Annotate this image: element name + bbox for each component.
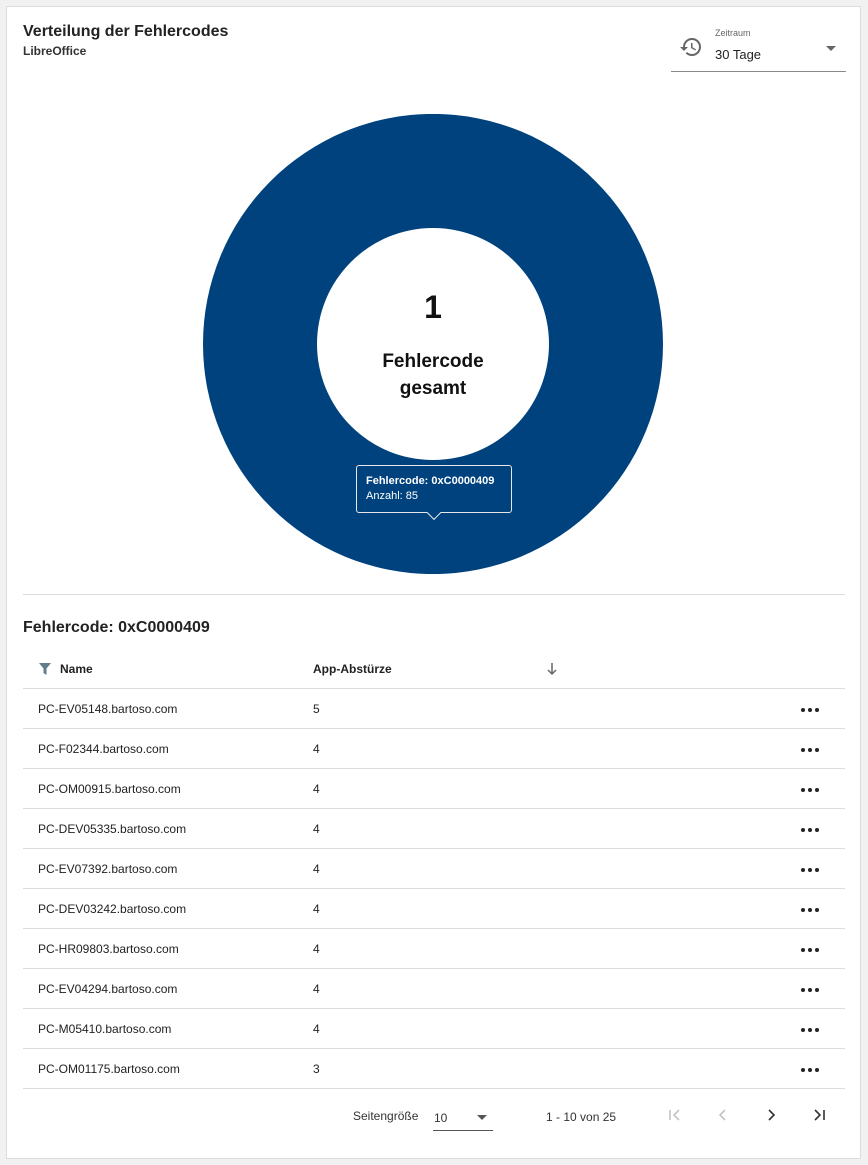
table-row[interactable] [23,809,845,849]
device-name: PC-DEV05335.bartoso.com [38,822,187,836]
period-label: Zeitraum [715,28,751,38]
more-options-icon[interactable] [797,899,823,919]
total-error-codes-label: Fehlercode gesamt [382,351,484,399]
card-title: Verteilung der Fehlercodes [23,23,229,40]
app-crash-count: 4 [313,782,320,796]
app-crash-count: 4 [313,942,320,956]
filter-icon[interactable] [38,662,52,676]
chevron-down-icon [477,1115,487,1120]
more-options-icon[interactable] [797,779,823,799]
app-crash-count: 4 [313,902,320,916]
next-page-icon[interactable] [762,1106,780,1124]
table-row[interactable] [23,1049,845,1089]
total-error-codes-value: 1 [424,289,442,325]
table-header [23,649,845,689]
chart-tooltip [356,465,512,513]
table-body [23,689,845,1089]
page-size-value: 10 [434,1111,448,1125]
detail-title: Fehlercode: 0xC0000409 [23,619,210,636]
page-size-label: Seitengröße [353,1109,419,1123]
table-row[interactable] [23,769,845,809]
more-options-icon[interactable] [797,739,823,759]
app-crash-count: 4 [313,982,320,996]
device-name: PC-HR09803.bartoso.com [38,942,179,956]
device-name: PC-M05410.bartoso.com [38,1022,172,1036]
tooltip-title: Fehlercode: 0xC0000409 [366,475,495,487]
column-header-app-crashes[interactable]: App-Abstürze [313,662,392,676]
more-options-icon[interactable] [797,819,823,839]
more-options-icon[interactable] [797,1059,823,1079]
more-options-icon[interactable] [797,939,823,959]
sort-descending-icon[interactable] [545,661,559,677]
more-options-icon[interactable] [797,979,823,999]
period-value: 30 Tage [715,47,762,62]
device-name: PC-EV05148.bartoso.com [38,702,178,716]
last-page-icon[interactable] [810,1106,828,1124]
table-row[interactable] [23,849,845,889]
more-options-icon[interactable] [797,699,823,719]
page-range: 1 - 10 von 25 [546,1110,617,1124]
app-crash-count: 4 [313,742,320,756]
device-name: PC-OM01175.bartoso.com [38,1062,180,1076]
device-name: PC-OM00915.bartoso.com [38,782,181,796]
divider [23,594,845,595]
more-options-icon[interactable] [797,1019,823,1039]
more-options-icon[interactable] [797,859,823,879]
app-crash-count: 5 [313,702,320,716]
page-size-select[interactable] [433,1100,493,1131]
device-name: PC-EV07392.bartoso.com [38,862,178,876]
devices-table [23,649,845,1089]
table-row[interactable] [23,729,845,769]
device-name: PC-EV04294.bartoso.com [38,982,178,996]
app-crash-count: 4 [313,822,320,836]
error-code-distribution-card [6,6,861,1159]
tooltip-count: Anzahl: 85 [366,490,418,502]
card-subtitle: LibreOffice [23,44,87,58]
app-crash-count: 4 [313,1022,320,1036]
table-row[interactable] [23,889,845,929]
pagination [23,1095,845,1135]
app-crash-count: 4 [313,862,320,876]
period-select[interactable] [671,25,846,72]
device-name: PC-DEV03242.bartoso.com [38,902,187,916]
previous-page-icon[interactable] [714,1106,732,1124]
app-crash-count: 3 [313,1062,320,1076]
table-row[interactable] [23,969,845,1009]
chevron-down-icon [826,46,836,51]
column-header-name[interactable]: Name [60,662,93,676]
table-row[interactable] [23,1009,845,1049]
table-row[interactable] [23,929,845,969]
history-icon [679,35,703,59]
device-name: PC-F02344.bartoso.com [38,742,169,756]
first-page-icon[interactable] [666,1106,684,1124]
table-row[interactable] [23,689,845,729]
